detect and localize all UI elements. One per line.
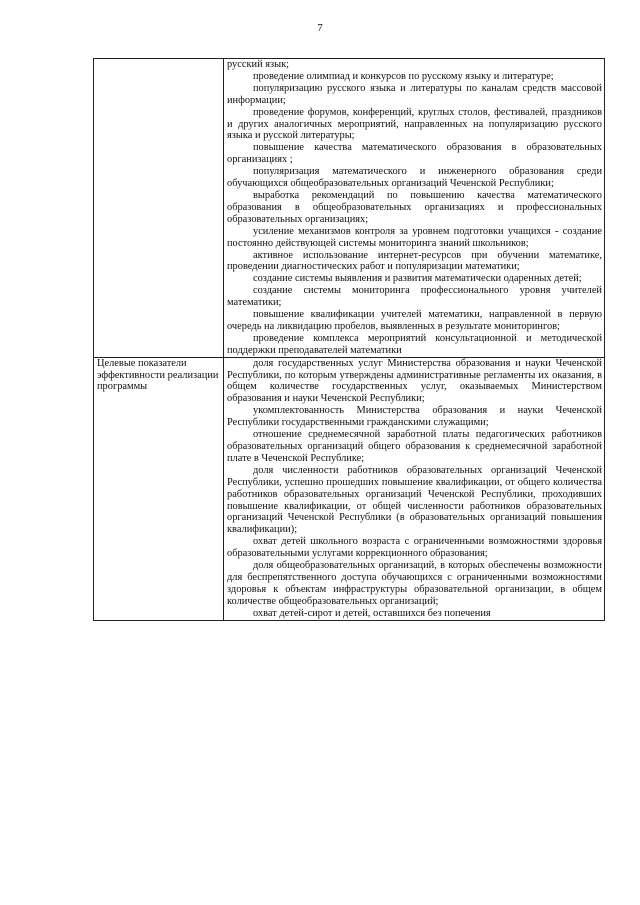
list-item: усиление механизмов контроля за уровнем подготовки учащихся - создание постоянно действующей системы мониторинга знаний школьников; — [227, 225, 602, 249]
list-item: популяризация математического и инженерного образования среди обучающихся общеобразовательных организаций Чеченской Республики; — [227, 166, 602, 190]
table-row — [94, 357, 605, 620]
row-content-cell — [224, 357, 605, 620]
list-item: повышение квалификации учителей математики, направленной в первую очередь на ликвидацию пробелов, выявленных в результате мониторингов; — [227, 309, 602, 332]
list-item: создание системы мониторинга профессионального уровня учителей математики; — [227, 285, 602, 309]
row-label-target-indicators: Целевые показатели эффективности реализации программы — [97, 357, 219, 393]
list-item: повышение качества математического образования в образовательных организациях ; — [227, 142, 602, 166]
list-item: доля государственных услуг Министерства образования и науки Чеченской Республики, по которым утверждены административные регламенты их оказания, в общем количестве государственных услуг, оказываемых Министерством образования и науки Чеченской Республики; — [227, 357, 602, 405]
row-label-cell — [94, 357, 224, 620]
list-item: активное использование интернет-ресурсов при обучении математике, проведении диагностических работ и популяризации математики; — [227, 249, 602, 273]
list-item: укомплектованность Министерства образования и науки Чеченской Республики государственными гражданскими служащими; — [227, 405, 602, 429]
row-label-cell — [94, 59, 224, 358]
list-item: охват детей школьного возраста с ограниченными возможностями здоровья образовательными услугами коррекционного образования; — [227, 536, 602, 560]
list-item: проведение олимпиад и конкурсов по русскому языку и литературе; — [253, 70, 554, 82]
program-passport-table — [93, 58, 605, 621]
list-item: доля численности работников образовательных организаций Чеченской Республики, успешно прошедших повышение квалификации, от общего количества работников образовательных организаций Чеченской Республики, проходивших повышение квалификации, от общей численности работников образовательных организаций Чеченской Республики (в образовательных организаций повышения квалификации); — [227, 464, 602, 536]
list-item: доля общеобразовательных организаций, в которых обеспечены возможности для беспрепятственного доступа обучающихся с ограниченными возможностями здоровья к объектам инфраструктуры образовательной организации, в общем количестве общеобразовательных организаций; — [227, 560, 602, 607]
row-content-cell — [224, 59, 605, 358]
list-item: охват детей-сирот и детей, оставшихся без попечения — [253, 607, 491, 619]
page-number: 7 — [317, 22, 323, 34]
list-item: отношение среднемесячной заработной платы педагогических работников образовательных организаций общего образования к среднемесячной заработной плате в Чеченской Республике; — [227, 429, 602, 464]
list-item: проведение комплекса мероприятий консультационной и методической поддержки преподавателей математики — [227, 332, 602, 356]
table-row — [94, 59, 605, 358]
list-item: популяризацию русского языка и литературы по каналам средств массовой информации; — [227, 82, 602, 106]
list-item: создание системы выявления и развития математически одаренных детей; — [253, 273, 582, 285]
list-item: русский язык; — [227, 59, 290, 70]
list-item: проведение форумов, конференций, круглых столов, фестивалей, праздников и других аналогичных мероприятий, направленных на популяризацию русского языка и русской литературы; — [227, 106, 602, 142]
list-item: выработка рекомендаций по повышению качества математического образования в общеобразовательных организациях и профессиональных образовательных организациях; — [227, 189, 602, 225]
